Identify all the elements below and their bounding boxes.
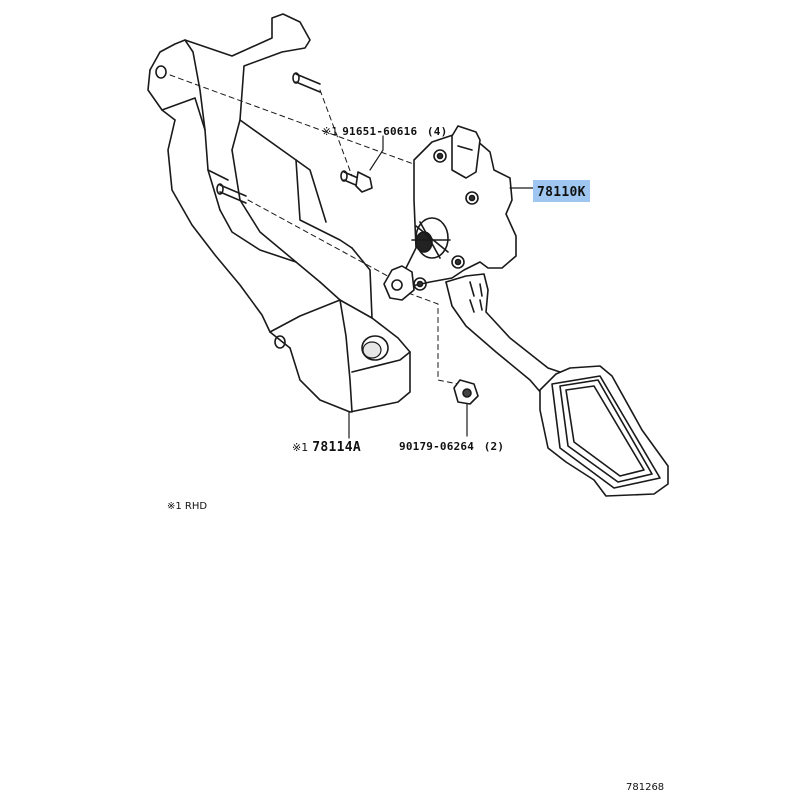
part-number: 78110K: [537, 185, 586, 200]
nut-part[interactable]: [454, 380, 478, 404]
part-number: 78114A: [312, 440, 361, 455]
callout-accelerator-pedal-assy[interactable]: [533, 180, 590, 202]
figure-number: 781268: [626, 782, 665, 793]
rhd-mark: ※1: [322, 125, 339, 138]
callout-bracket[interactable]: [292, 438, 361, 454]
quantity: (2): [483, 440, 505, 453]
rhd-mark: ※1: [292, 441, 309, 454]
part-number: 91651-60616: [342, 125, 418, 138]
callout-bolt[interactable]: [322, 122, 447, 138]
callout-nut[interactable]: [399, 437, 504, 453]
quantity: (4): [426, 125, 448, 138]
part-number: 90179-06264: [399, 440, 475, 453]
legend-note: ※1 RHD: [167, 501, 208, 512]
pedal-bracket-part[interactable]: [148, 14, 410, 412]
bolt-part[interactable]: [341, 171, 372, 192]
